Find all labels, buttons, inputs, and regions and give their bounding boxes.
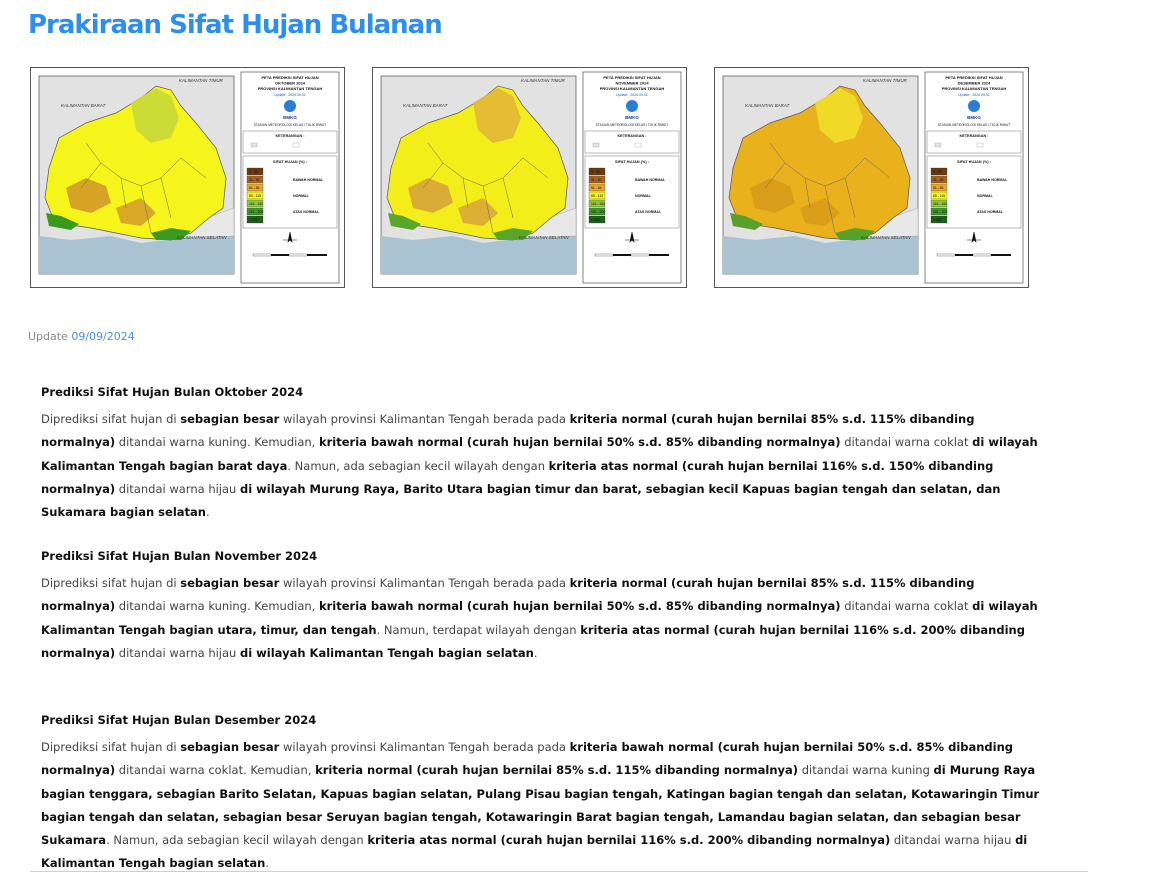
section-november [41,549,1041,665]
body-text: . [265,856,269,871]
body-text: . [533,645,538,660]
legend-range: 31 - 50 [933,178,944,182]
bottom-divider [30,871,1088,872]
bmkg-text: BMKG [283,115,297,120]
body-text: ditandai warna kuning. Kemudian, [115,599,319,614]
map-legend-title: SIFAT HUJAN (%) : [273,160,307,164]
map-label-kalbar: KALIMANTAN BARAT [403,103,448,108]
map-update: Update : 2024.09.01 [274,93,306,97]
section-text [41,736,1041,876]
bold-text: di wilayah Kalimantan Tengah bagian utara, timur, dan tengah [41,599,1038,637]
legend-range: 51 - 84 [933,186,944,190]
bmkg-text: BMKG [625,115,639,120]
bold-text: kriteria atas normal (curah hujan bernilai 116% s.d. 200% dibanding normalnya) [367,833,891,848]
map-legend-title: SIFAT HUJAN (%) : [615,160,649,164]
map-desember[interactable] [714,67,1029,288]
map-title-line: PETA PREDIKSI SIFAT HUJAN [261,75,319,80]
legend-range: > 200 [933,218,942,222]
legend-group-normal: NORMAL [635,194,651,198]
update-info [28,330,135,343]
section-heading: Prediksi Sifat Hujan Bulan Desember 2024 [41,713,317,727]
body-text: ditandai warna kuning. Kemudian, [115,435,319,450]
bmkg-text: BMKG [967,115,981,120]
legend-range: 0 - 30 [249,170,258,174]
legend-group-below: BAWAH NORMAL [635,178,666,182]
map-november[interactable] [372,67,687,288]
map-label-kaltim: KALIMANTAN TIMUR [179,78,223,83]
legend-group-above: ATAS NORMAL [293,210,320,214]
body-text: Diprediksi sifat hujan di [41,740,181,754]
map-org: STASIUN METEOROLOGI KELAS I TJILIK RIWUT [595,123,669,127]
map-update: Update : 2024.09.01 [958,93,990,97]
map-title-line: PETA PREDIKSI SIFAT HUJAN [603,75,661,80]
legend-range: 151 - 200 [933,210,948,214]
legend-range: > 200 [591,218,600,222]
body-text: ditandai warna kuning [798,763,934,778]
legend-group-below: BAWAH NORMAL [977,178,1008,182]
bold-text: di wilayah Kalimantan Tengah bagian selatan [240,645,534,660]
map-title-line: PETA PREDIKSI SIFAT HUJAN [945,75,1003,80]
map-update: Update : 2024.09.01 [616,93,648,97]
bold-text: di Murung Raya bagian tenggara, sebagian Barito Selatan, Kapuas bagian selatan, Pulang Pisau bagian tengah, Katingan bagian tengah dan selatan, Kotawaringin Timur bagian tengah dan selatan, sebagian besar Seruyan bagian tengah, Kotawaringin Barat bagian tengah, Lamandau bagian selatan, dan sebagian besar Sukamara [41,763,1040,848]
page-title: Prakiraan Sifat Hujan Bulanan [28,10,442,40]
legend-range: > 200 [249,218,258,222]
map-label-kalbar: KALIMANTAN BARAT [745,103,790,108]
bold-text: di Kalimantan Tengah bagian selatan [41,833,1028,871]
section-text [41,408,1041,524]
legend-group-above: ATAS NORMAL [977,210,1004,214]
map-org: STASIUN METEOROLOGI KELAS I TJILIK RIWUT [937,123,1011,127]
map-label-kaltim: KALIMANTAN TIMUR [521,78,565,83]
legend-range: 85 - 115 [249,194,262,198]
legend-range: 0 - 30 [933,170,942,174]
map-image [31,68,344,287]
bmkg-logo-icon [968,100,980,112]
legend-group-normal: NORMAL [293,194,309,198]
legend-range: 116 - 150 [933,202,948,206]
legend-range: 51 - 84 [249,186,260,190]
map-image [715,68,1028,287]
bold-text: di wilayah Kalimantan Tengah bagian barat daya [41,435,1038,473]
body-text: ditandai warna hijau [890,833,1016,848]
map-image [373,68,686,287]
map-title-line: NOVEMBER 2024 [615,80,649,86]
body-text: wilayah provinsi Kalimantan Tengah berada pada [279,412,570,426]
legend-range: 116 - 150 [249,202,264,206]
body-text: wilayah provinsi Kalimantan Tengah berada pada [279,740,570,754]
legend-range: 116 - 150 [591,202,606,206]
section-oktober [41,385,1041,524]
section-desember [41,713,1041,876]
legend-range: 51 - 84 [591,186,602,190]
body-text: . [205,505,210,520]
bold-text: kriteria bawah normal (curah hujan bernilai 50% s.d. 85% dibanding normalnya) [318,599,841,614]
map-title-line: DESEMBER 2024 [957,80,991,86]
bold-text: kriteria normal (curah hujan bernilai 85% s.d. 115% dibanding normalnya) [315,763,799,778]
map-title-line: PROVINSI KALIMANTAN TENGAH [257,86,323,91]
body-text: . Namun, ada sebagian kecil wilayah dengan [287,458,549,473]
map-keterangan: KETERANGAN : [959,134,989,138]
section-heading: Prediksi Sifat Hujan Bulan November 2024 [41,549,318,563]
body-text: Diprediksi sifat hujan di [41,576,181,590]
body-text: ditandai warna hijau [115,481,240,496]
map-keterangan: KETERANGAN : [617,134,647,138]
body-text: . Namun, ada sebagian kecil wilayah dengan [106,833,368,848]
legend-range: 85 - 115 [591,194,604,198]
map-label-kalsel: KALIMANTAN SELATAN [177,235,227,240]
map-label-kaltim: KALIMANTAN TIMUR [863,78,907,83]
bold-text: kriteria bawah normal (curah hujan bernilai 50% s.d. 85% dibanding normalnya) [318,435,841,450]
bold-text: sebagian besar [180,740,280,754]
update-date: 09/09/2024 [71,330,135,343]
bold-text: kriteria bawah normal (curah hujan bernilai 50% s.d. 85% dibanding normalnya) [41,740,1014,778]
map-label-kalbar: KALIMANTAN BARAT [61,103,106,108]
map-keterangan: KETERANGAN : [275,134,305,138]
body-text: ditandai warna hijau [115,645,240,660]
body-text: ditandai warna coklat [840,599,973,614]
bmkg-logo-icon [626,100,638,112]
bold-text: sebagian besar [180,412,280,426]
map-org: STASIUN METEOROLOGI KELAS I TJILIK RIWUT [253,123,327,127]
legend-range: 31 - 50 [591,178,602,182]
section-text [41,572,1041,665]
legend-range: 151 - 200 [591,210,606,214]
legend-group-below: BAWAH NORMAL [293,178,324,182]
map-oktober[interactable] [30,67,345,288]
bold-text: kriteria normal (curah hujan bernilai 85% s.d. 115% dibanding normalnya) [41,412,975,450]
body-text: . Namun, terdapat wilayah dengan [376,622,581,637]
update-label: Update [28,330,68,343]
bmkg-logo-icon [284,100,296,112]
body-text: ditandai warna coklat [840,435,973,450]
body-text: ditandai warna coklat. Kemudian, [115,763,316,778]
map-label-kalsel: KALIMANTAN SELATAN [861,235,911,240]
legend-group-above: ATAS NORMAL [635,210,662,214]
bold-text: di wilayah Murung Raya, Barito Utara bagian timur dan barat, sebagian kecil Kapuas bagian tengah dan selatan, dan Sukamara bagian selatan [41,481,1001,520]
legend-range: 85 - 115 [933,194,946,198]
section-heading: Prediksi Sifat Hujan Bulan Oktober 2024 [41,385,304,399]
legend-range: 0 - 30 [591,170,600,174]
bold-text: kriteria atas normal (curah hujan bernilai 116% s.d. 200% dibanding normalnya) [41,622,1025,660]
legend-range: 151 - 200 [249,210,264,214]
map-title-line: PROVINSI KALIMANTAN TENGAH [941,86,1007,91]
bold-text: sebagian besar [180,576,280,590]
body-text: wilayah provinsi Kalimantan Tengah berada pada [279,576,570,590]
body-text: Diprediksi sifat hujan di [41,412,181,426]
legend-range: 31 - 50 [249,178,260,182]
map-title-line: OKTOBER 2024 [275,80,305,86]
bold-text: kriteria atas normal (curah hujan bernilai 116% s.d. 150% dibanding normalnya) [41,458,994,496]
legend-group-normal: NORMAL [977,194,993,198]
map-title-line: PROVINSI KALIMANTAN TENGAH [599,86,665,91]
map-legend-title: SIFAT HUJAN (%) : [957,160,991,164]
bold-text: kriteria normal (curah hujan bernilai 85% s.d. 115% dibanding normalnya) [41,576,975,614]
map-label-kalsel: KALIMANTAN SELATAN [519,235,569,240]
